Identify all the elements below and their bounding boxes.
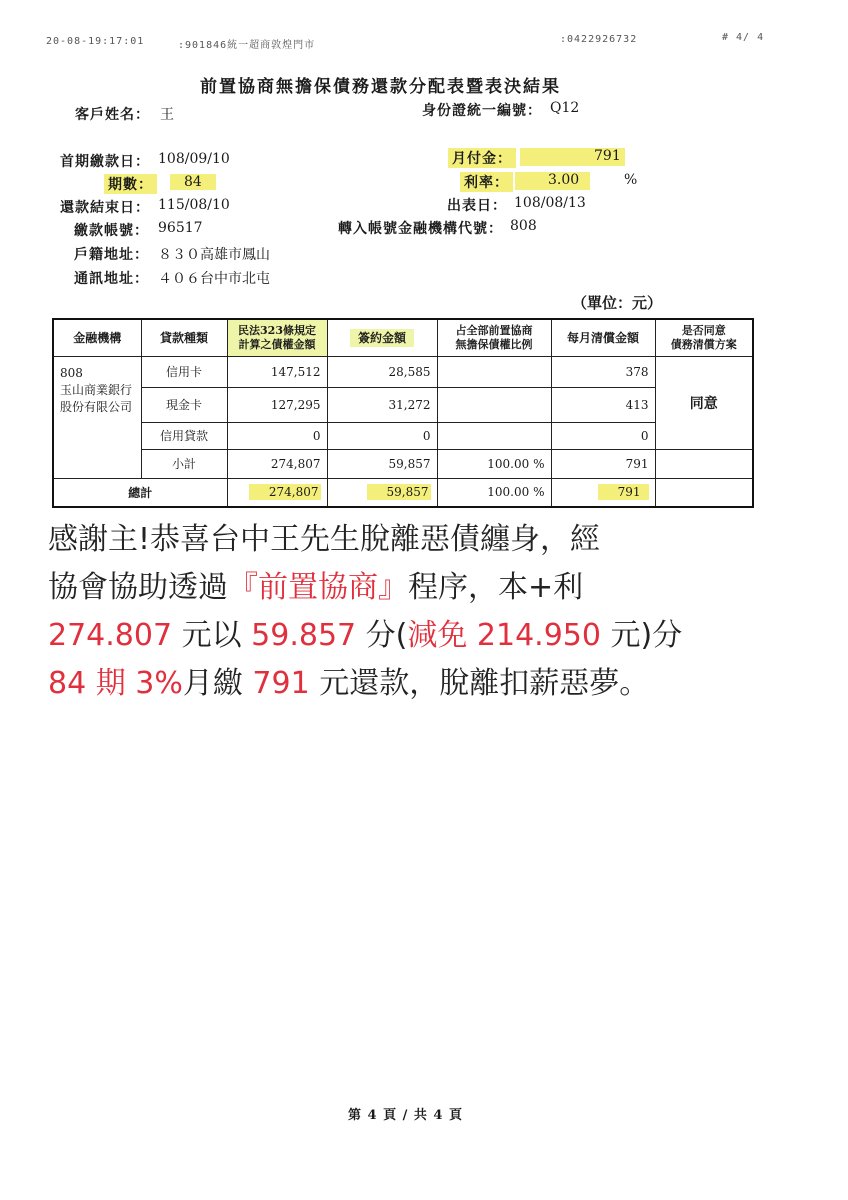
document-title: 前置協商無擔保債務還款分配表暨表決結果: [200, 77, 561, 97]
table-row: [53, 356, 753, 387]
rate-unit: %: [624, 172, 638, 188]
table-header-row: [53, 319, 753, 356]
total-monthly-value: 791: [598, 484, 649, 500]
loan-type-cell: 信用卡: [141, 356, 227, 387]
subtotal-row: [53, 449, 753, 478]
page-footer: 第 4 頁 / 共 4 頁: [348, 1108, 463, 1123]
issue-date-label: 出表日：: [447, 198, 507, 214]
subtotal-ratio-value: 100.00: [487, 456, 530, 471]
ratio-cell: [437, 356, 551, 387]
note-l3-e: 減免 214.950: [407, 618, 601, 653]
table-row: [53, 387, 753, 422]
periods-label: 期數：: [104, 174, 157, 194]
first-payment-label: 首期繳款日：: [60, 154, 150, 170]
ratio-cell: [437, 387, 551, 422]
signed-cell: 0: [327, 422, 437, 449]
note-l2-b: 『前置協商』: [228, 570, 408, 605]
fax-datetime: 20-08-19:17:01: [46, 36, 145, 47]
header-ratio: 占全部前置協商 無擔保債權比例: [437, 319, 551, 356]
note-l4-a: 84 期 3%: [48, 666, 183, 701]
customer-name-label: 客戶姓名：: [75, 107, 150, 123]
subtotal-ratio-pct: %: [533, 456, 545, 471]
note-l3-b: 元以: [172, 618, 252, 653]
note-line-3: [48, 612, 818, 660]
header-agree: 是否同意 債務清償方案: [655, 319, 753, 356]
subtotal-monthly: 791: [551, 449, 655, 478]
claim-cell: 127,295: [227, 387, 327, 422]
ratio-cell: [437, 422, 551, 449]
subtotal-agree-empty: [655, 449, 753, 478]
bank-code-label: 轉入帳號金融機構代號：: [338, 221, 503, 237]
total-ratio-pct: %: [533, 485, 545, 500]
note-l4-b: 月繳: [182, 666, 253, 701]
note-l3-d: 分(: [356, 618, 408, 653]
subtotal-label: 小計: [141, 449, 227, 478]
monthly-payment-value: 791: [594, 148, 621, 164]
periods-value: 84: [170, 174, 216, 190]
claim-cell: 147,512: [227, 356, 327, 387]
total-ratio: [437, 478, 551, 507]
total-agree-empty: [655, 478, 753, 507]
household-address-label: 戶籍地址：: [74, 247, 149, 263]
total-signed-value: 59,857: [367, 484, 431, 500]
note-l3-a: 274.807: [48, 618, 173, 653]
claim-cell: 0: [227, 422, 327, 449]
total-signed: [327, 478, 437, 507]
monthly-cell: 413: [551, 387, 655, 422]
account-label: 繳款帳號：: [74, 223, 149, 239]
fax-phone: :0422926732: [560, 34, 638, 45]
subtotal-ratio: [437, 449, 551, 478]
subtotal-signed: 59,857: [327, 449, 437, 478]
mail-address-label: 通訊地址：: [74, 271, 149, 287]
fax-page: # 4/ 4: [722, 32, 765, 43]
table-row: [53, 422, 753, 449]
header-claim-amount: 民法323條規定 計算之債權金額: [227, 319, 327, 356]
total-label: 總計: [53, 478, 227, 507]
header-monthly: 每月清償金額: [551, 319, 655, 356]
account-value: 96517: [158, 220, 203, 236]
subtotal-claim: 274,807: [227, 449, 327, 478]
bank-code-value: 808: [510, 218, 537, 234]
note-line-1: 感謝主!恭喜台中王先生脫離惡債纏身，經: [48, 522, 601, 557]
loan-type-cell: 現金卡: [141, 387, 227, 422]
total-monthly: [551, 478, 655, 507]
header-loan-type: 貸款種類: [141, 319, 227, 356]
note-l2-c: 程序，本+利: [408, 570, 584, 605]
signed-cell: 31,272: [327, 387, 437, 422]
fax-sender: :901846統一超商敦煌門市: [178, 40, 316, 51]
mail-address-value: ４０６台中市北屯: [158, 271, 270, 287]
monthly-payment-label: 月付金：: [448, 148, 516, 168]
customer-name-value: 王: [160, 107, 174, 123]
repayment-table: [52, 318, 754, 508]
monthly-cell: 378: [551, 356, 655, 387]
testimonial-note: [48, 516, 818, 708]
header-signed-amount-label: 簽約金額: [350, 329, 414, 347]
header-institution: 金融機構: [53, 319, 141, 356]
total-row: [53, 478, 753, 507]
note-l2-a: 協會協助透過: [48, 570, 228, 605]
signed-cell: 28,585: [327, 356, 437, 387]
note-line-2: [48, 564, 818, 612]
end-date-label: 還款結束日：: [60, 200, 150, 216]
note-l4-d: 元還款，脫離扣薪惡夢。: [309, 666, 650, 701]
total-claim: [227, 478, 327, 507]
loan-type-cell: 信用貸款: [141, 422, 227, 449]
rate-label: 利率：: [460, 172, 513, 192]
household-address-value: ８３０高雄市鳳山: [158, 247, 270, 263]
unit-note: （單位：元）: [572, 294, 663, 312]
note-line-4: [48, 660, 818, 708]
institution-cell: 808 玉山商業銀行股份有限公司: [53, 356, 141, 478]
monthly-cell: 0: [551, 422, 655, 449]
header-signed-amount: [327, 319, 437, 356]
note-l3-f: 元)分: [600, 618, 683, 653]
total-claim-value: 274,807: [249, 484, 321, 500]
total-ratio-value: 100.00: [487, 485, 530, 500]
rate-value: 3.00: [548, 172, 580, 188]
end-date-value: 115/08/10: [158, 197, 230, 213]
note-l3-c: 59.857: [251, 618, 357, 653]
first-payment-value: 108/09/10: [158, 151, 230, 167]
id-number-value: Q12: [550, 100, 580, 116]
agree-cell: 同意: [655, 356, 753, 449]
issue-date-value: 108/08/13: [514, 195, 586, 211]
note-l4-c: 791: [252, 666, 310, 701]
id-number-label: 身份證統一編號：: [422, 103, 542, 119]
